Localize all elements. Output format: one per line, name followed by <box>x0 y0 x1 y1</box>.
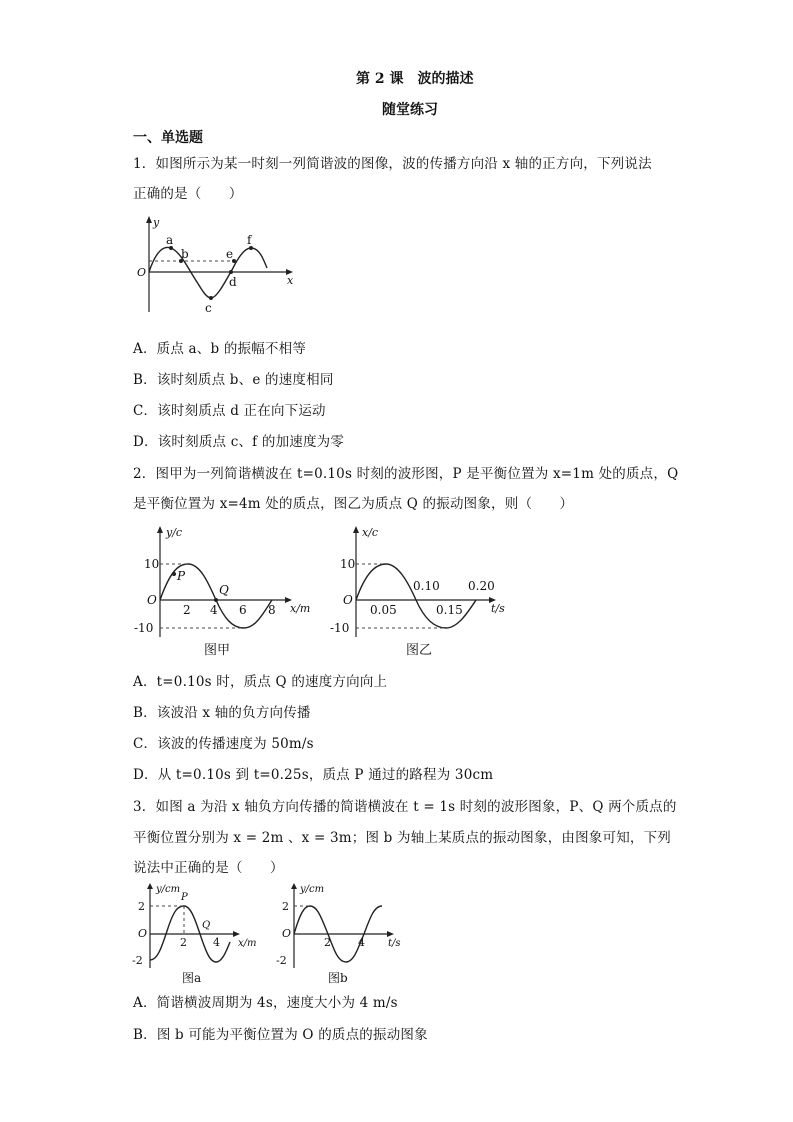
q1-x-label: x <box>287 274 294 287</box>
q2b-tick-005: 0.05 <box>370 603 397 617</box>
q2-option-b: B．该波沿 x 轴的负方向传播 <box>133 705 311 721</box>
q1-wave-curve <box>149 247 267 298</box>
q3b-tick-x4: 4 <box>358 936 365 949</box>
q3a-tick-2: 2 <box>138 900 145 913</box>
q2-stem-line2: 是平衡位置为 x=4m 处的质点，图乙为质点 Q 的振动图象，则（ ） <box>133 496 574 512</box>
section-heading: 一、单选题 <box>133 130 203 146</box>
q1-point-c <box>209 296 213 300</box>
q2b-tick-020: 0.20 <box>468 579 495 593</box>
q2b-y-arrow <box>353 526 359 533</box>
q2a-caption: 图甲 <box>204 643 231 658</box>
q2b-tick-010: 0.10 <box>413 579 440 593</box>
q3a-x-arrow <box>233 931 240 937</box>
q3-stem-line1: 3．如图 a 为沿 x 轴负方向传播的简谐横波在 t = 1s 时刻的波形图象，P、Q 两个质点的 <box>133 799 677 815</box>
q2-option-c: C．该波的传播速度为 50m/s <box>133 736 314 752</box>
q2a-y-arrow <box>157 526 163 533</box>
q2b-tick-n10: -10 <box>330 621 350 635</box>
q1-label-e: e <box>226 247 234 261</box>
q3b-x-arrow <box>387 931 394 937</box>
q1-option-a: A．质点 a、b 的振幅不相等 <box>133 341 307 357</box>
q2b-tick-015: 0.15 <box>436 603 463 617</box>
q3b-caption: 图b <box>328 971 348 985</box>
q3a-origin: O <box>138 927 148 940</box>
q3-option-b: B．图 b 可能为平衡位置为 O 的质点的振动图象 <box>133 1027 428 1043</box>
q2a-label-q: Q <box>219 583 229 597</box>
q2a-y-label: y/c <box>166 526 183 539</box>
q2b-y-label: x/c <box>362 526 379 539</box>
q3b-tick-n2: -2 <box>276 954 287 967</box>
q3-option-a: A．简谐横波周期为 4s，速度大小为 4 m/s <box>133 995 398 1011</box>
q3b-x-label: t/s <box>388 938 401 949</box>
q2-option-a: A．t=0.10s 时，质点 Q 的速度方向向上 <box>133 674 388 690</box>
q3a-caption: 图a <box>182 971 202 985</box>
q1-origin-label: O <box>137 266 147 279</box>
q2b-x-label: t/s <box>491 602 505 615</box>
q2a-origin: O <box>147 593 157 607</box>
q2b-wave-curve <box>356 564 476 628</box>
q2-figure-jia <box>134 522 320 660</box>
q1-label-d: d <box>229 275 237 289</box>
q3a-tick-n2: -2 <box>132 954 143 967</box>
q2b-origin: O <box>343 593 353 607</box>
q3-stem-line3: 说法中正确的是（ ） <box>133 860 284 876</box>
q3b-tick-x2: 2 <box>324 936 331 949</box>
q2a-point-q <box>214 598 218 602</box>
q2a-point-p <box>172 572 176 576</box>
q1-label-b: b <box>181 247 189 261</box>
q1-point-d <box>229 270 233 274</box>
q1-option-c: C．该时刻质点 d 正在向下运动 <box>133 403 326 419</box>
q2a-x-label: x/m <box>290 602 311 615</box>
q2a-tick-6: 6 <box>239 603 247 617</box>
q3-figure-b <box>276 880 416 988</box>
q3b-origin: O <box>282 927 292 940</box>
q3a-y-arrow <box>147 883 153 889</box>
q2-stem-line1: 2．图甲为一列简谐横波在 t=0.10s 时刻的波形图，P 是平衡位置为 x=1m 处的质点，Q <box>133 466 679 482</box>
q3a-tick-x2: 2 <box>180 936 187 949</box>
q1-wave-figure <box>135 212 305 322</box>
q1-label-a: a <box>166 233 174 247</box>
q1-y-arrow <box>146 216 152 223</box>
q2a-tick-4: 4 <box>210 603 218 617</box>
lesson-subtitle: 随堂练习 <box>382 102 438 118</box>
q2a-tick-n10: -10 <box>134 621 154 635</box>
q2b-tick-10: 10 <box>340 557 356 571</box>
q3-figure-a <box>132 880 272 988</box>
q3b-y-label: y/cm <box>300 884 325 895</box>
q1-y-label: y <box>153 216 160 229</box>
q1-stem-line2: 正确的是（ ） <box>133 186 243 202</box>
lesson-title: 第 2 课 波的描述 <box>356 71 474 87</box>
q1-label-c: c <box>205 301 212 315</box>
q3b-tick-2: 2 <box>282 900 289 913</box>
q3a-label-q: Q <box>202 920 211 931</box>
q2-option-d: D．从 t=0.10s 到 t=0.25s，质点 P 通过的路程为 30cm <box>133 767 494 783</box>
q3a-tick-x4: 4 <box>213 936 220 949</box>
q3a-y-label: y/cm <box>156 884 181 895</box>
q3b-y-arrow <box>291 883 297 889</box>
q2a-tick-8: 8 <box>268 603 276 617</box>
q1-option-d: D．该时刻质点 c、f 的加速度为零 <box>133 434 345 450</box>
q2a-tick-2: 2 <box>183 603 191 617</box>
q1-label-f: f <box>247 233 252 247</box>
q2b-caption: 图乙 <box>406 643 433 658</box>
q2a-label-p: P <box>177 569 186 583</box>
q3a-x-label: x/m <box>238 938 257 949</box>
q1-stem-line1: 1．如图所示为某一时刻一列简谐波的图像，波的传播方向沿 x 轴的正方向，下列说法 <box>133 156 652 172</box>
q2-figure-yi <box>330 522 516 660</box>
q3a-label-p: P <box>181 892 188 903</box>
q3-stem-line2: 平衡位置分别为 x = 2m 、x = 3m；图 b 为轴上某质点的振动图象，由图象可知，下列 <box>133 830 672 846</box>
q2a-tick-10: 10 <box>144 557 160 571</box>
q1-option-b: B．该时刻质点 b、e 的速度相同 <box>133 372 334 388</box>
